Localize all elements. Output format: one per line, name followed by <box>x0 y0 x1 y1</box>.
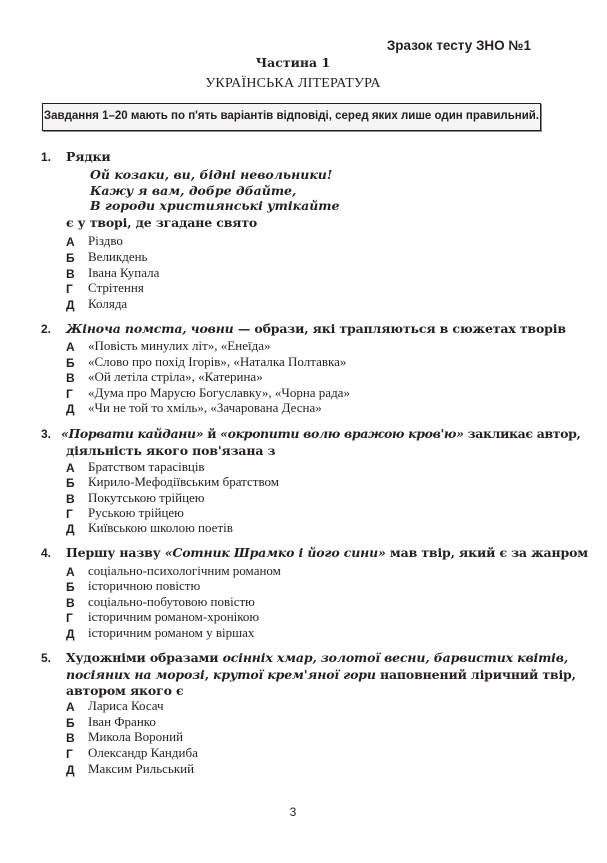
question-regular: — образи, які трапляються в сюжетах творів <box>233 321 566 336</box>
option-text: Великдень <box>88 249 148 264</box>
option-text: Покутською трійцею <box>88 490 205 505</box>
option-letter: Б <box>66 476 75 490</box>
option-text: Іван Франко <box>88 714 156 729</box>
option-letter: А <box>66 235 75 249</box>
option-letter: Д <box>66 298 75 312</box>
question-number: 1. <box>41 150 52 164</box>
option-letter: В <box>66 267 75 281</box>
option-text: Лариса Косач <box>88 698 164 713</box>
question-number: 2. <box>41 322 52 336</box>
option-text: «Дума про Марусю Богуславку», «Чорна рада» <box>88 385 350 400</box>
question-text <box>66 321 566 336</box>
question-italic: осінніх хмар, золотої весни, барвистих квітів, <box>222 650 569 665</box>
option-letter: Д <box>66 763 75 777</box>
option-text: Олександр Кандиба <box>88 745 198 760</box>
question-italic: «Сотник Шрамко і його сини» <box>164 545 386 560</box>
option-text: соціально-психологічним романом <box>88 563 281 578</box>
question-text <box>66 545 588 560</box>
question-text-line-1 <box>61 426 581 441</box>
verse-line: В городи християнські утікайте <box>90 198 340 213</box>
question-italic: «Порвати кайдани» <box>61 426 204 441</box>
option-letter: Д <box>66 402 75 416</box>
option-letter: Г <box>66 611 73 625</box>
instructions-box <box>42 103 541 131</box>
option-text: Кирило-Мефодіївським братством <box>88 474 279 489</box>
option-letter: Г <box>66 282 73 296</box>
question-tail: є у творі, де згадане свято <box>66 215 258 230</box>
option-text: «Слово про похід Ігорів», «Наталка Полтавка» <box>88 354 347 369</box>
question-number: 4. <box>41 546 52 560</box>
option-text: «Повість минулих літ», «Енеїда» <box>88 338 271 353</box>
option-letter: А <box>66 565 75 579</box>
option-letter: А <box>66 700 75 714</box>
option-letter: Д <box>66 522 75 536</box>
question-text-line-1 <box>66 650 569 665</box>
option-letter: В <box>66 492 75 506</box>
question-italic: посіяних на морозі, крутої крем'яної гори <box>66 667 376 682</box>
option-letter: В <box>66 596 75 610</box>
question-italic: Жіноча помста, човни <box>66 321 234 336</box>
option-text: історичним романом у віршах <box>88 625 255 640</box>
option-text: Микола Вороний <box>88 729 184 744</box>
instructions-text: Завдання 1–20 мають по п'ять варіантів відповіді, серед яких лише один правильний. <box>43 110 540 122</box>
subject-title: УКРАЇНСЬКА ЛІТЕРАТУРА <box>205 76 381 91</box>
question-italic: «окропити волю вражою кров'ю» <box>220 426 464 441</box>
question-regular: Першу назву <box>66 545 165 560</box>
question-text-line-2 <box>66 667 576 682</box>
option-letter: В <box>66 731 75 745</box>
option-text: Стрітення <box>88 280 144 295</box>
verse-line: Кажу я вам, добре дбайте, <box>90 183 297 198</box>
option-text: Різдво <box>88 233 123 248</box>
option-letter: А <box>66 461 75 475</box>
option-letter: Д <box>66 627 75 641</box>
question-regular: Художніми образами <box>66 650 223 665</box>
option-text: соціально-побутовою повістю <box>88 594 255 609</box>
question-regular: закликає автор, <box>463 426 581 441</box>
option-letter: Б <box>66 716 75 730</box>
verse-line: Ой козаки, ви, бідні невольники! <box>90 167 333 182</box>
option-text: Братством тарасівців <box>88 459 205 474</box>
option-text: Київською школою поетів <box>88 520 233 535</box>
option-letter: Б <box>66 356 75 370</box>
option-text: «Ой летіла стріла», «Катерина» <box>88 369 263 384</box>
option-text: Руською трійцею <box>88 505 184 520</box>
option-text: «Чи не той то хміль», «Зачарована Десна» <box>88 400 322 415</box>
option-letter: Г <box>66 747 73 761</box>
question-text-line-3: автором якого є <box>66 683 184 698</box>
question-text-line-2: діяльність якого пов'язана з <box>66 443 276 458</box>
option-letter: А <box>66 340 75 354</box>
option-letter: Г <box>66 507 73 521</box>
option-letter: В <box>66 371 75 385</box>
question-regular: мав твір, який є за жанром <box>385 545 588 560</box>
option-text: історичною повістю <box>88 578 201 593</box>
option-text: Коляда <box>88 296 128 311</box>
option-text: Максим Рильський <box>88 761 195 776</box>
option-letter: Б <box>66 580 75 594</box>
test-label: Зразок тесту ЗНО №1 <box>386 38 531 53</box>
part-title: Частина 1 <box>255 55 331 70</box>
question-number: 3. <box>41 427 52 441</box>
page-number: 3 <box>289 805 297 819</box>
option-text: історичним романом-хронікою <box>88 609 260 624</box>
option-letter: Б <box>66 251 75 265</box>
option-letter: Г <box>66 387 73 401</box>
question-regular: й <box>203 426 221 441</box>
option-text: Івана Купала <box>88 265 160 280</box>
question-regular: наповнений ліричний твір, <box>375 667 576 682</box>
question-number: 5. <box>41 651 52 665</box>
question-lead: Рядки <box>66 149 111 164</box>
